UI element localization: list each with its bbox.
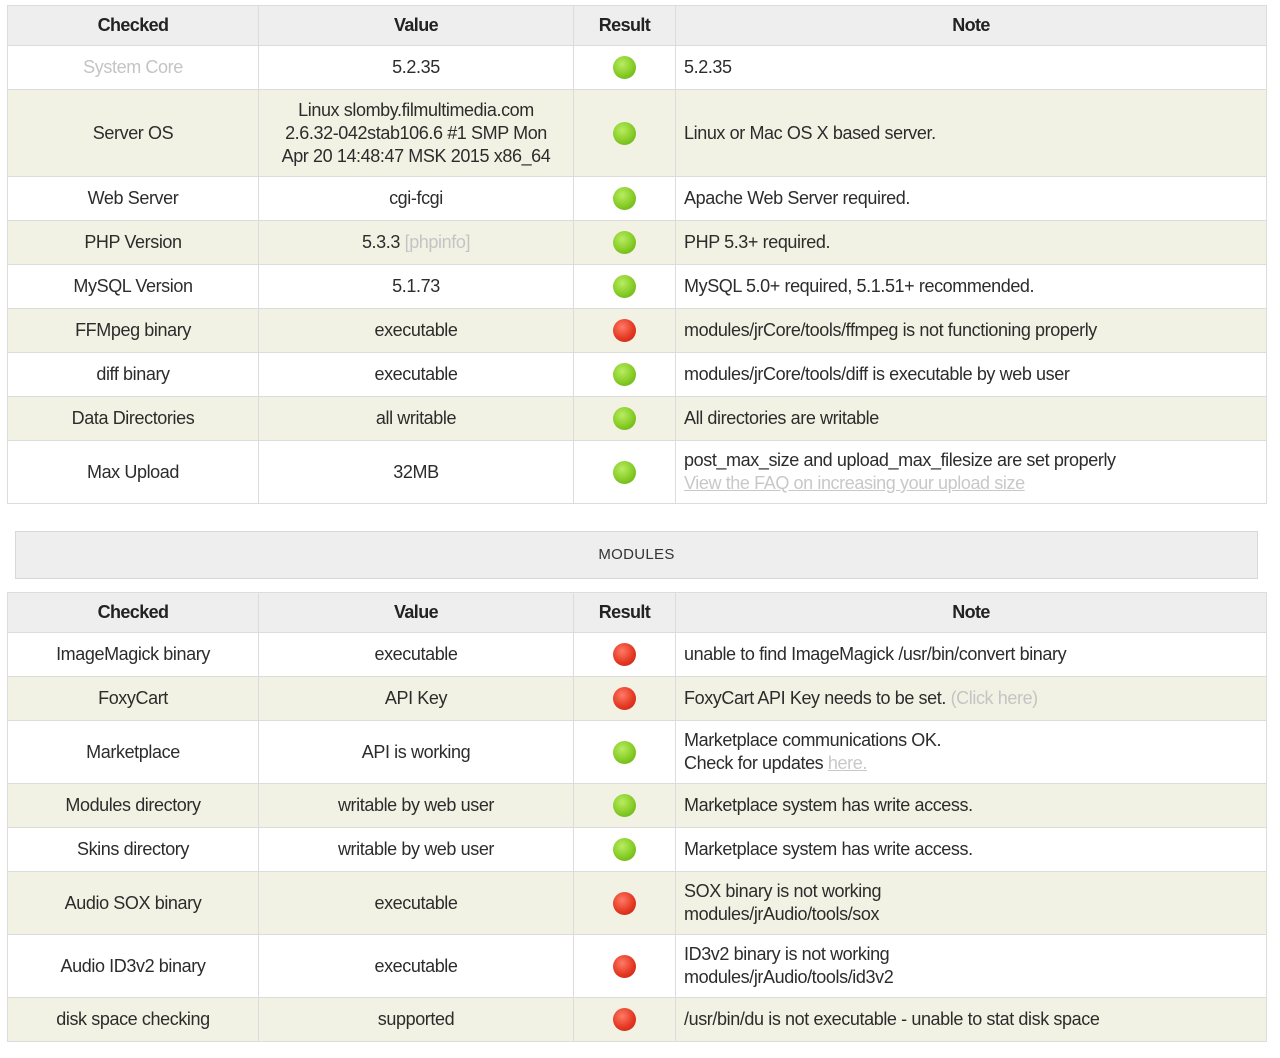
note-cell: [676, 441, 1267, 504]
result-cell: [574, 721, 676, 784]
note-cell: [676, 872, 1267, 935]
value-cell: executable: [259, 935, 574, 998]
note-cell: Marketplace system has write access.: [676, 828, 1267, 872]
table-row-marketplace: [8, 721, 1267, 784]
value-cell: 5.2.35: [259, 46, 574, 90]
result-cell: [574, 397, 676, 441]
checked-cell: Modules directory: [8, 784, 259, 828]
result-cell: [574, 353, 676, 397]
table-row-server-os: [8, 90, 1267, 177]
checked-cell: Skins directory: [8, 828, 259, 872]
result-cell: [574, 265, 676, 309]
note-cell: MySQL 5.0+ required, 5.1.51+ recommended.: [676, 265, 1267, 309]
header-result: Result: [574, 6, 676, 46]
table-row-modules-directory: [8, 784, 1267, 828]
status-pass-icon: [613, 56, 636, 79]
result-cell: [574, 177, 676, 221]
checked-cell: System Core: [8, 46, 259, 90]
checked-cell: disk space checking: [8, 998, 259, 1042]
upload-faq-link[interactable]: View the FAQ on increasing your upload size: [684, 473, 1025, 493]
modules-check-table: [7, 592, 1267, 1042]
table-row-skins-directory: [8, 828, 1267, 872]
header-note: Note: [676, 593, 1267, 633]
status-pass-icon: [613, 363, 636, 386]
table-row-disk-space: [8, 998, 1267, 1042]
table-row-imagemagick: [8, 633, 1267, 677]
value-cell: supported: [259, 998, 574, 1042]
value-cell: executable: [259, 633, 574, 677]
checked-cell: Audio SOX binary: [8, 872, 259, 935]
result-cell: [574, 677, 676, 721]
header-checked: Checked: [8, 6, 259, 46]
result-cell: [574, 441, 676, 504]
status-pass-icon: [613, 275, 636, 298]
value-cell: writable by web user: [259, 828, 574, 872]
system-check-table: [7, 5, 1267, 504]
result-cell: [574, 221, 676, 265]
modules-section-title: MODULES: [15, 531, 1258, 579]
result-cell: [574, 872, 676, 935]
note-text: Marketplace communications OK.: [684, 730, 942, 750]
table-row-ffmpeg: [8, 309, 1267, 353]
result-cell: [574, 309, 676, 353]
status-fail-icon: [613, 643, 636, 666]
status-fail-icon: [613, 892, 636, 915]
header-note: Note: [676, 6, 1267, 46]
checked-cell: Audio ID3v2 binary: [8, 935, 259, 998]
status-pass-icon: [613, 461, 636, 484]
status-fail-icon: [613, 319, 636, 342]
value-cell: executable: [259, 353, 574, 397]
status-pass-icon: [613, 407, 636, 430]
note-cell: 5.2.35: [676, 46, 1267, 90]
checked-cell: diff binary: [8, 353, 259, 397]
checked-cell: Web Server: [8, 177, 259, 221]
value-cell: all writable: [259, 397, 574, 441]
status-fail-icon: [613, 687, 636, 710]
result-cell: [574, 90, 676, 177]
checked-cell: MySQL Version: [8, 265, 259, 309]
result-cell: [574, 633, 676, 677]
header-result: Result: [574, 593, 676, 633]
status-pass-icon: [613, 794, 636, 817]
note-cell: unable to find ImageMagick /usr/bin/convert binary: [676, 633, 1267, 677]
table-row-web-server: [8, 177, 1267, 221]
checked-cell: FFMpeg binary: [8, 309, 259, 353]
result-cell: [574, 935, 676, 998]
status-pass-icon: [613, 187, 636, 210]
value-line: Apr 20 14:48:47 MSK 2015 x86_64: [281, 145, 551, 166]
checked-cell: Server OS: [8, 90, 259, 177]
table-row-foxycart: [8, 677, 1267, 721]
checked-cell: Marketplace: [8, 721, 259, 784]
status-pass-icon: [613, 231, 636, 254]
checked-cell: PHP Version: [8, 221, 259, 265]
result-cell: [574, 784, 676, 828]
header-value: Value: [259, 593, 574, 633]
note-text: SOX binary is not working: [684, 881, 882, 901]
note-cell: Marketplace system has write access.: [676, 784, 1267, 828]
result-cell: [574, 998, 676, 1042]
value-cell: executable: [259, 872, 574, 935]
note-cell: Linux or Mac OS X based server.: [676, 90, 1267, 177]
header-value: Value: [259, 6, 574, 46]
value-cell: executable: [259, 309, 574, 353]
status-fail-icon: [613, 1008, 636, 1031]
note-cell: /usr/bin/du is not executable - unable to stat disk space: [676, 998, 1267, 1042]
value-cell: [259, 90, 574, 177]
status-fail-icon: [613, 955, 636, 978]
header-checked: Checked: [8, 593, 259, 633]
note-cell: All directories are writable: [676, 397, 1267, 441]
value-line: 2.6.32-042stab106.6 #1 SMP Mon: [285, 122, 547, 143]
note-text-line2: modules/jrAudio/tools/sox: [684, 904, 880, 924]
note-cell: modules/jrCore/tools/ffmpeg is not functioning properly: [676, 309, 1267, 353]
table-header-row: [8, 6, 1267, 46]
note-cell: Apache Web Server required.: [676, 177, 1267, 221]
status-pass-icon: [613, 741, 636, 764]
table-row-audio-sox: [8, 872, 1267, 935]
status-pass-icon: [613, 838, 636, 861]
table-row-diff: [8, 353, 1267, 397]
note-cell: modules/jrCore/tools/diff is executable by web user: [676, 353, 1267, 397]
status-pass-icon: [613, 122, 636, 145]
note-text: ID3v2 binary is not working: [684, 944, 890, 964]
note-cell: PHP 5.3+ required.: [676, 221, 1267, 265]
table-row-audio-id3v2: [8, 935, 1267, 998]
php-version-value: 5.3.3: [361, 232, 400, 252]
note-cell: [676, 677, 1267, 721]
checked-cell: Max Upload: [8, 441, 259, 504]
table-header-row: [8, 593, 1267, 633]
phpinfo-link[interactable]: [phpinfo]: [404, 232, 471, 252]
value-cell: 5.1.73: [259, 265, 574, 309]
note-text-line2: [684, 752, 1258, 775]
check-updates-link[interactable]: here.: [827, 753, 867, 773]
checked-cell: Data Directories: [8, 397, 259, 441]
value-cell: writable by web user: [259, 784, 574, 828]
table-row-mysql-version: [8, 265, 1267, 309]
checked-cell: FoxyCart: [8, 677, 259, 721]
value-cell: [259, 221, 574, 265]
value-cell: 32MB: [259, 441, 574, 504]
note-text: FoxyCart API Key needs to be set.: [684, 688, 946, 708]
note-cell: [676, 721, 1267, 784]
value-cell: cgi-fcgi: [259, 177, 574, 221]
table-row-system-core: [8, 46, 1267, 90]
value-cell: API Key: [259, 677, 574, 721]
checked-cell: ImageMagick binary: [8, 633, 259, 677]
value-line: Linux slomby.filmultimedia.com: [298, 99, 534, 120]
note-text-line2: modules/jrAudio/tools/id3v2: [684, 967, 894, 987]
value-cell: API is working: [259, 721, 574, 784]
table-row-max-upload: [8, 441, 1267, 504]
result-cell: [574, 828, 676, 872]
table-row-data-directories: [8, 397, 1267, 441]
note-text: post_max_size and upload_max_filesize are set properly: [684, 450, 1116, 470]
result-cell: [574, 46, 676, 90]
table-row-php-version: [8, 221, 1267, 265]
check-updates-text: Check for updates: [684, 753, 824, 773]
foxycart-click-here-link[interactable]: (Click here): [950, 688, 1038, 708]
note-cell: [676, 935, 1267, 998]
